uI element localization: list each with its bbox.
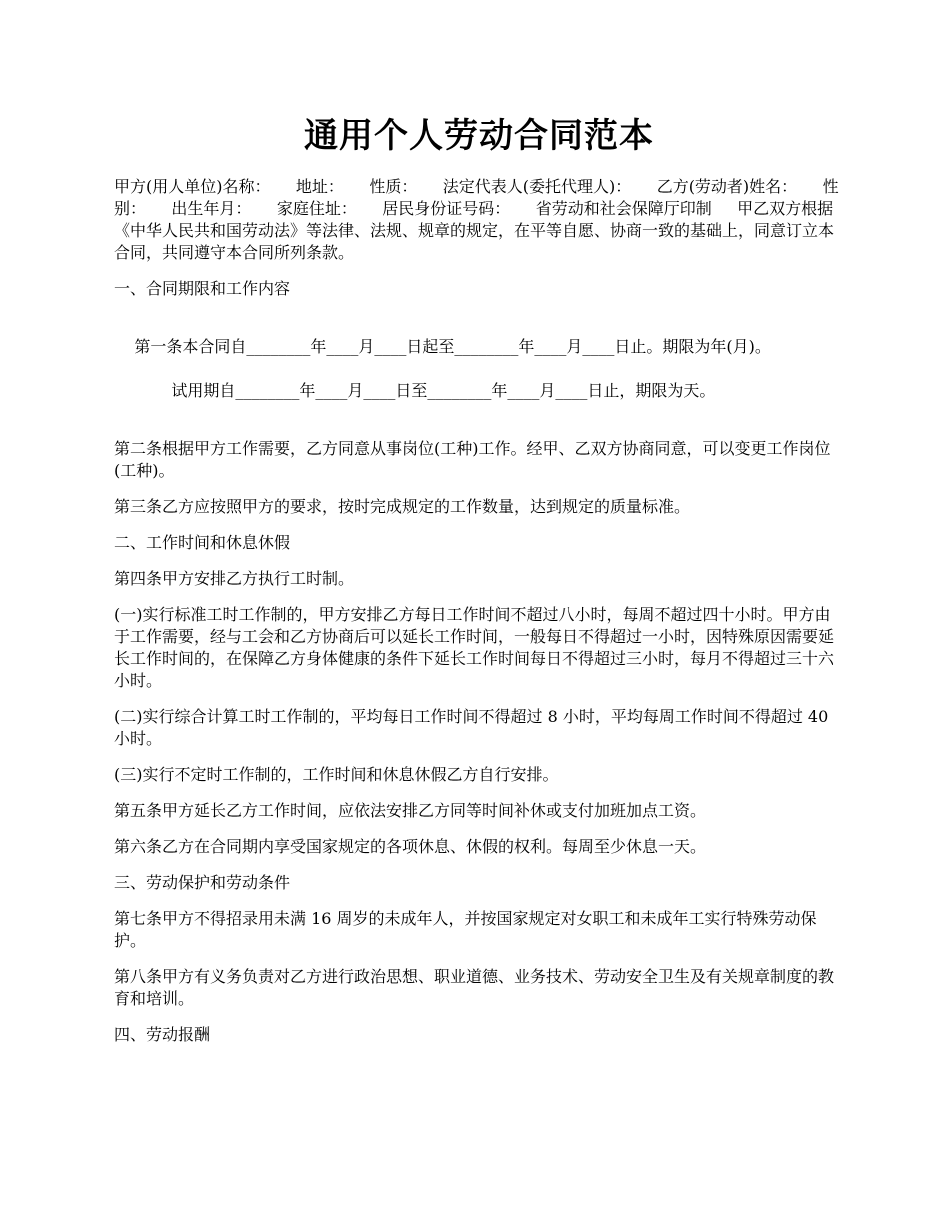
document-title: 通用个人劳动合同范本 bbox=[304, 116, 654, 156]
section-heading-4: 四、劳动报酬 bbox=[114, 1025, 211, 1044]
section-heading-2: 二、工作时间和休息休假 bbox=[114, 533, 291, 552]
article-1-line-2: 试用期自________年____月____日至________年____月____日止，期限为天。 bbox=[171, 381, 716, 400]
article-4-clause-1: (一)实行标准工时工作制的，甲方安排乙方每日工作时间不超过八小时，每周不超过四十小时。甲方由于工作需要，经与工会和乙方协商后可以延长工作时间，一般每日不得超过一小时，因特殊原因需要延长工作时间的，在保障乙方身体健康的条件下延长工作时间每日不得超过三小时，每月不得超过三十六小时。 bbox=[114, 605, 835, 690]
article-5: 第五条甲方延长乙方工作时间，应依法安排乙方同等时间补休或支付加班加点工资。 bbox=[114, 801, 707, 820]
article-6: 第六条乙方在合同期内享受国家规定的各项休息、休假的权利。每周至少休息一天。 bbox=[114, 837, 707, 856]
article-1 bbox=[114, 314, 844, 424]
document-page bbox=[114, 0, 844, 1046]
article-4: 第四条甲方安排乙方执行工时制。 bbox=[114, 569, 355, 588]
section-heading-3: 三、劳动保护和劳动条件 bbox=[114, 873, 291, 892]
intro-paragraph: 甲方(用人单位)名称： 地址： 性质： 法定代表人(委托代理人)： 乙方(劳动者)姓名： 性别： 出生年月： 家庭住址： 居民身份证号码： 省劳动和社会保障厅印制 甲乙双方根据《中华人民共和国劳动法》等法律、法规、规章的规定，在平等自愿、协商一致的基础上，同意订立本合同，共同遵守本合同所列条款。 bbox=[114, 177, 839, 262]
article-4-clause-2: (二)实行综合计算工时工作制的，平均每日工作时间不得超过 8 小时，平均每周工作时间不得超过 40 小时。 bbox=[114, 707, 834, 748]
article-4-clause-3: (三)实行不定时工作制的，工作时间和休息休假乙方自行安排。 bbox=[114, 765, 559, 784]
article-7: 第七条甲方不得招录用未满 16 周岁的未成年人，并按国家规定对女职工和未成年工实行特殊劳动保护。 bbox=[114, 909, 817, 950]
article-8: 第八条甲方有义务负责对乙方进行政治思想、职业道德、业务技术、劳动安全卫生及有关规章制度的教育和培训。 bbox=[114, 967, 835, 1008]
section-heading-1: 一、合同期限和工作内容 bbox=[114, 279, 291, 298]
article-2: 第二条根据甲方工作需要，乙方同意从事岗位(工种)工作。经甲、乙双方协商同意，可以变更工作岗位(工种)。 bbox=[114, 439, 831, 480]
article-1-line-1: 第一条本合同自________年____月____日起至________年____月____日止。期限为年(月)。 bbox=[134, 337, 771, 356]
article-3: 第三条乙方应按照甲方的要求，按时完成规定的工作数量，达到规定的质量标准。 bbox=[114, 497, 691, 516]
